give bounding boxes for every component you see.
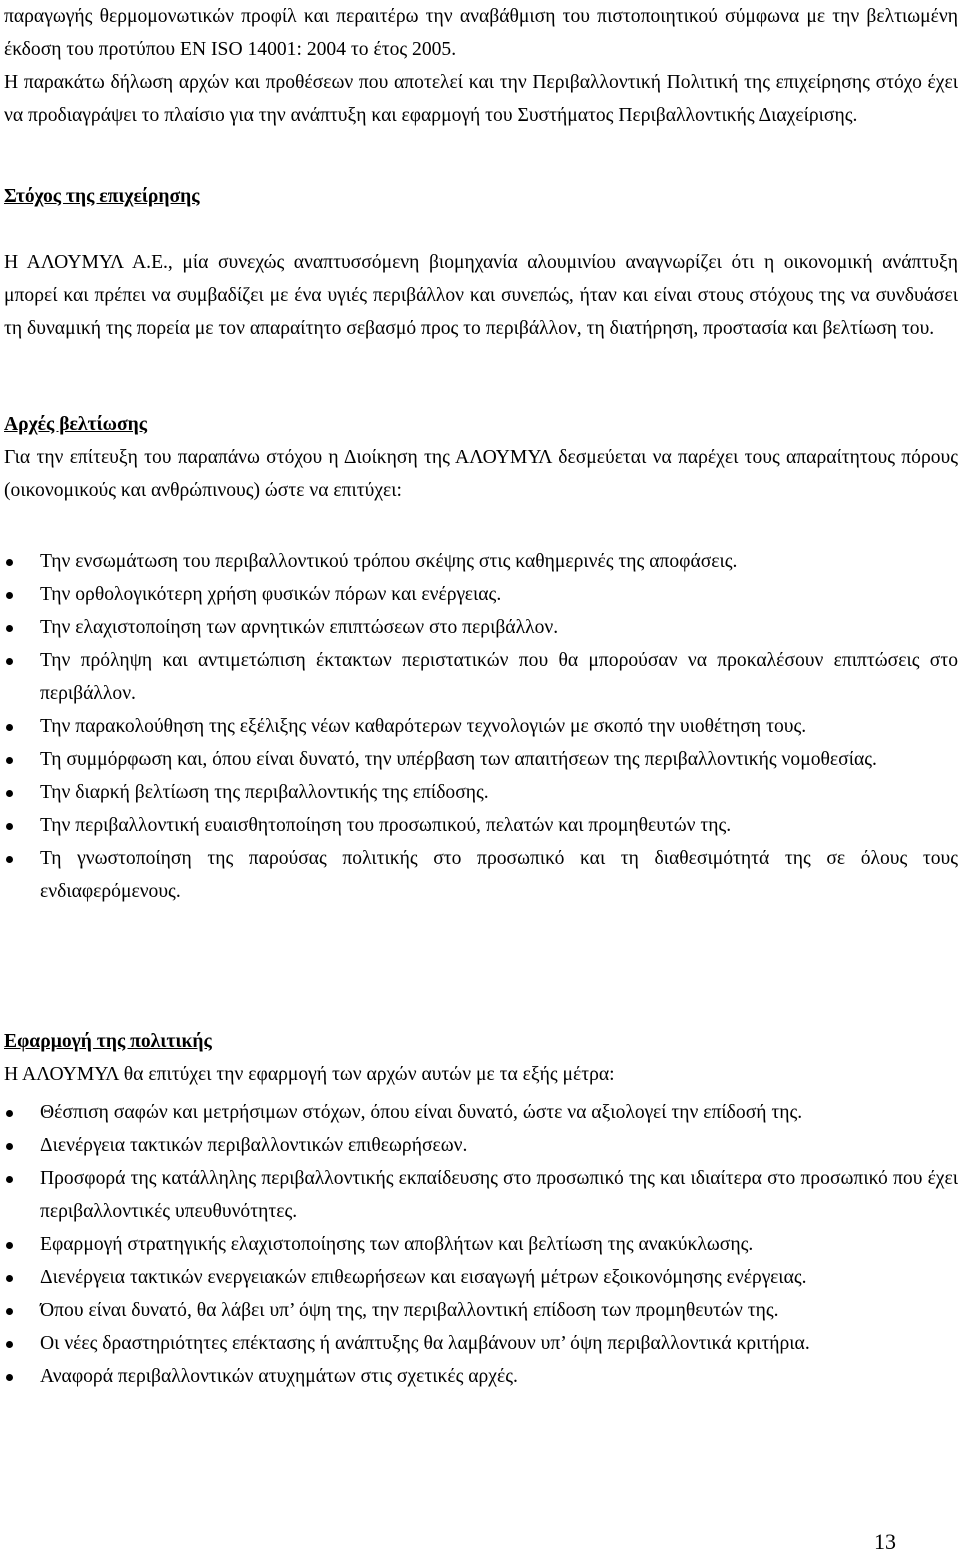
- bullet-icon: [6, 1341, 13, 1348]
- list-item: Την ενσωμάτωση του περιβαλλοντικού τρόπου σκέψης στις καθημερινές της αποφάσεις.: [4, 545, 958, 578]
- list-item: Την ελαχιστοποίηση των αρνητικών επιπτώσεων στο περιβάλλον.: [4, 611, 958, 644]
- list-item: Διενέργεια τακτικών περιβαλλοντικών επιθεωρήσεων.: [4, 1129, 958, 1162]
- list-item: Προσφορά της κατάλληλης περιβαλλοντικής εκπαίδευσης στο προσωπικό της και ιδιαίτερα στο προσωπικό που έχει περιβαλλοντικές υπευθυνότητες.: [4, 1162, 958, 1228]
- bullet-icon: [6, 1110, 13, 1117]
- implementation-list: [4, 1096, 958, 1393]
- principles-heading: Αρχές βελτίωσης: [4, 414, 148, 435]
- goal-body: [4, 246, 958, 345]
- list-item: Την διαρκή βελτίωση της περιβαλλοντικής της επίδοσης.: [4, 776, 958, 809]
- bullet-icon: [6, 1242, 13, 1249]
- goal-section: [4, 180, 958, 213]
- bullet-icon: [6, 757, 13, 764]
- list-item: Εφαρμογή στρατηγικής ελαχιστοποίησης των αποβλήτων και βελτίωση της ανακύκλωσης.: [4, 1228, 958, 1261]
- intro-block: [4, 0, 958, 132]
- goal-heading: Στόχος της επιχείρησης: [4, 186, 200, 207]
- bullet-icon: [6, 658, 13, 665]
- goal-paragraph: Η ΑΛΟΥΜΥΛ Α.Ε., μία συνεχώς αναπτυσσόμενη βιομηχανία αλουμινίου αναγνωρίζει ότι η οικονομική ανάπτυξη μπορεί και πρέπει να συμβαδίζει με ένα υγιές περιβάλλον και συνεπώς, ήταν και είναι στους στόχους της να συνδυάσει τη δυναμική της πορεία με τον απαραίτητο σεβασμό προς το περιβάλλον, τη διατήρηση, προστασία και βελτίωση του.: [4, 252, 958, 339]
- list-item: Οι νέες δραστηριότητες επέκτασης ή ανάπτυξης θα λαμβάνουν υπ’ όψη περιβαλλοντικά κριτήρια.: [4, 1327, 958, 1360]
- list-item: Την περιβαλλοντική ευαισθητοποίηση του προσωπικού, πελατών και προμηθευτών της.: [4, 809, 958, 842]
- list-item: Την πρόληψη και αντιμετώπιση έκτακτων περιστατικών που θα μπορούσαν να προκαλέσουν επιπτώσεις στο περιβάλλον.: [4, 644, 958, 710]
- principles-list: [4, 545, 958, 908]
- implementation-heading: Εφαρμογή της πολιτικής: [4, 1031, 212, 1052]
- bullet-icon: [6, 625, 13, 632]
- implementation-intro: Η ΑΛΟΥΜΥΛ θα επιτύχει την εφαρμογή των αρχών αυτών με τα εξής μέτρα:: [4, 1064, 615, 1085]
- bullet-icon: [6, 1308, 13, 1315]
- list-item: Τη συμμόρφωση και, όπου είναι δυνατό, την υπέρβαση των απαιτήσεων της περιβαλλοντικής νομοθεσίας.: [4, 743, 958, 776]
- principles-section: [4, 408, 958, 507]
- bullet-icon: [6, 1374, 13, 1381]
- bullet-icon: [6, 1143, 13, 1150]
- page-number: 13: [874, 1529, 896, 1554]
- bullet-icon: [6, 1176, 13, 1183]
- list-item: Όπου είναι δυνατό, θα λάβει υπ’ όψη της, την περιβαλλοντική επίδοση των προμηθευτών της.: [4, 1294, 958, 1327]
- implementation-section: [4, 1025, 958, 1091]
- principles-intro: Για την επίτευξη του παραπάνω στόχου η Διοίκηση της ΑΛΟΥΜΥΛ δεσμεύεται να παρέχει τους απαραίτητους πόρους (οικονομικούς και ανθρώπινους) ώστε να επιτύχει:: [4, 447, 958, 501]
- list-item: Την ορθολογικότερη χρήση φυσικών πόρων και ενέργειας.: [4, 578, 958, 611]
- bullet-icon: [6, 823, 13, 830]
- intro-paragraph-1: παραγωγής θερμομονωτικών προφίλ και περαιτέρω την αναβάθμιση του πιστοποιητικού σύμφωνα με την βελτιωμένη έκδοση του προτύπου EN ISO 14001: 2004 το έτος 2005.: [4, 6, 958, 60]
- bullet-icon: [6, 856, 13, 863]
- list-item: Την παρακολούθηση της εξέλιξης νέων καθαρότερων τεχνολογιών με σκοπό την υιοθέτηση τους.: [4, 710, 958, 743]
- list-item: Αναφορά περιβαλλοντικών ατυχημάτων στις σχετικές αρχές.: [4, 1360, 958, 1393]
- bullet-icon: [6, 559, 13, 566]
- list-item: Τη γνωστοποίηση της παρούσας πολιτικής στο προσωπικό και τη διαθεσιμότητά της σε όλους τους ενδιαφερόμενους.: [4, 842, 958, 908]
- bullet-icon: [6, 790, 13, 797]
- list-item: Θέσπιση σαφών και μετρήσιμων στόχων, όπου είναι δυνατό, ώστε να αξιολογεί την επίδοσή της.: [4, 1096, 958, 1129]
- intro-paragraph-2: Η παρακάτω δήλωση αρχών και προθέσεων που αποτελεί και την Περιβαλλοντική Πολιτική της επιχείρησης στόχο έχει να προδιαγράψει το πλαίσιο για την ανάπτυξη και εφαρμογή του Συστήματος Περιβαλλοντικής Διαχείρισης.: [4, 72, 958, 126]
- bullet-icon: [6, 724, 13, 731]
- bullet-icon: [6, 592, 13, 599]
- bullet-icon: [6, 1275, 13, 1282]
- list-item: Διενέργεια τακτικών ενεργειακών επιθεωρήσεων και εισαγωγή μέτρων εξοικονόμησης ενέργειας.: [4, 1261, 958, 1294]
